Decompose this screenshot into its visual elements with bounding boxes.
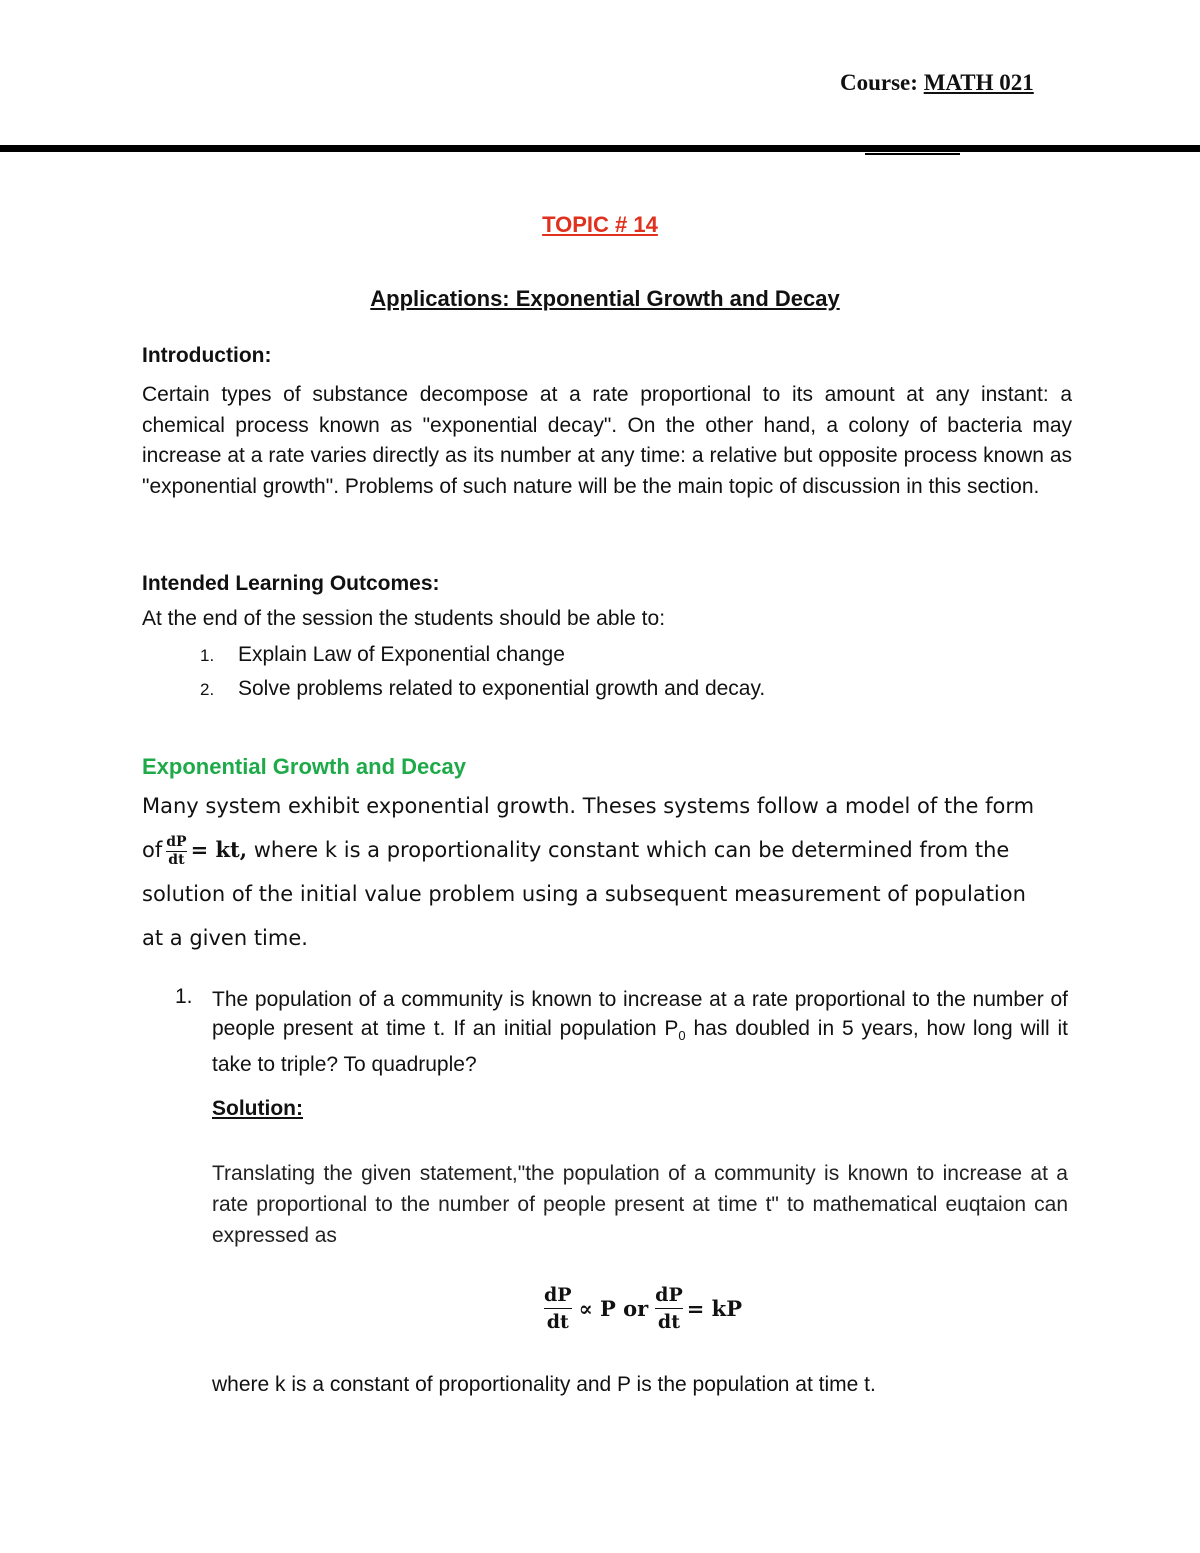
- list-item: [200, 672, 765, 706]
- problem-text: [212, 985, 1068, 1079]
- list-item-number: 2.: [200, 680, 215, 699]
- list-item-text: Solve problems related to exponential growth and decay.: [238, 677, 766, 700]
- dp-dt-fraction: [166, 834, 186, 869]
- problem-text-b: has doubled in 5 years, how long will it take to triple? To quadruple?: [212, 1017, 1068, 1077]
- equation-rhs: = kt,: [190, 837, 248, 862]
- of-word: of: [142, 838, 163, 862]
- dp-dt-fraction: [655, 1282, 683, 1335]
- solution-text: Translating the given statement,"the population of a community is known to increase at a rate proportional to the number of people present at time t" to mathematical euqtaion can expressed as: [212, 1162, 1068, 1247]
- list-item: [200, 638, 765, 672]
- subscript: 0: [678, 1028, 686, 1044]
- header-rule: [0, 145, 1200, 152]
- section-heading: Exponential Growth and Decay: [142, 754, 466, 779]
- introduction-heading: Introduction:: [142, 344, 272, 367]
- page-title: Applications: Exponential Growth and Decay: [370, 286, 840, 311]
- section-line-1: Many system exhibit exponential growth. Theses systems follow a model of the form: [142, 794, 1035, 818]
- problem-text-a: The population of a community is known to increase at a rate proportional to the number of people present at time t. If an initial population P: [212, 988, 1068, 1040]
- header-rule-accent: [865, 153, 960, 155]
- course-header: [840, 70, 1034, 96]
- section-body: [142, 784, 1072, 960]
- section-line-4: at a given time.: [142, 926, 308, 950]
- problem-number: 1.: [175, 985, 193, 1008]
- dp-dt-fraction: [544, 1282, 572, 1335]
- fraction-denominator: dt: [657, 1311, 680, 1333]
- outcomes-heading: Intended Learning Outcomes:: [142, 572, 440, 595]
- outcomes-lead: At the end of the session the students should be able to:: [142, 607, 666, 630]
- fraction-numerator: dP: [655, 1284, 683, 1306]
- introduction-text: Certain types of substance decompose at a rate proportional to its amount at any instant: a chemical process known as "exponential decay". On the other hand, a colony of bacteria may increase at a rate varies directly as its number at any time: a relative but opposite process known as "exponential growth". Problems of such nature will be the main topic of discussion in this section.: [142, 383, 1072, 498]
- fraction-numerator: dP: [166, 833, 187, 850]
- proportionality-equation: [540, 1282, 742, 1335]
- section-line-3: solution of the initial value problem using a subsequent measurement of population: [142, 882, 1026, 906]
- solution-label: Solution:: [212, 1097, 303, 1120]
- fraction-denominator: dt: [546, 1311, 569, 1333]
- list-item-text: Explain Law of Exponential change: [238, 643, 565, 666]
- course-code: MATH 021: [923, 70, 1034, 95]
- outcomes-list: [200, 638, 765, 706]
- where-text: where k is a constant of proportionality and P is the population at time t.: [212, 1373, 876, 1396]
- equation-rhs: = kP: [686, 1296, 742, 1321]
- equation-middle: ∝ P or: [578, 1296, 649, 1321]
- topic-number: TOPIC # 14: [542, 212, 658, 237]
- section-line-2: [142, 828, 1072, 872]
- course-label: Course:: [840, 70, 918, 95]
- fraction-numerator: dP: [544, 1284, 572, 1306]
- fraction-denominator: dt: [168, 851, 185, 868]
- list-item-number: 1.: [200, 646, 215, 665]
- section-line-2-rest: where k is a proportionality constant which can be determined from the: [247, 838, 1010, 862]
